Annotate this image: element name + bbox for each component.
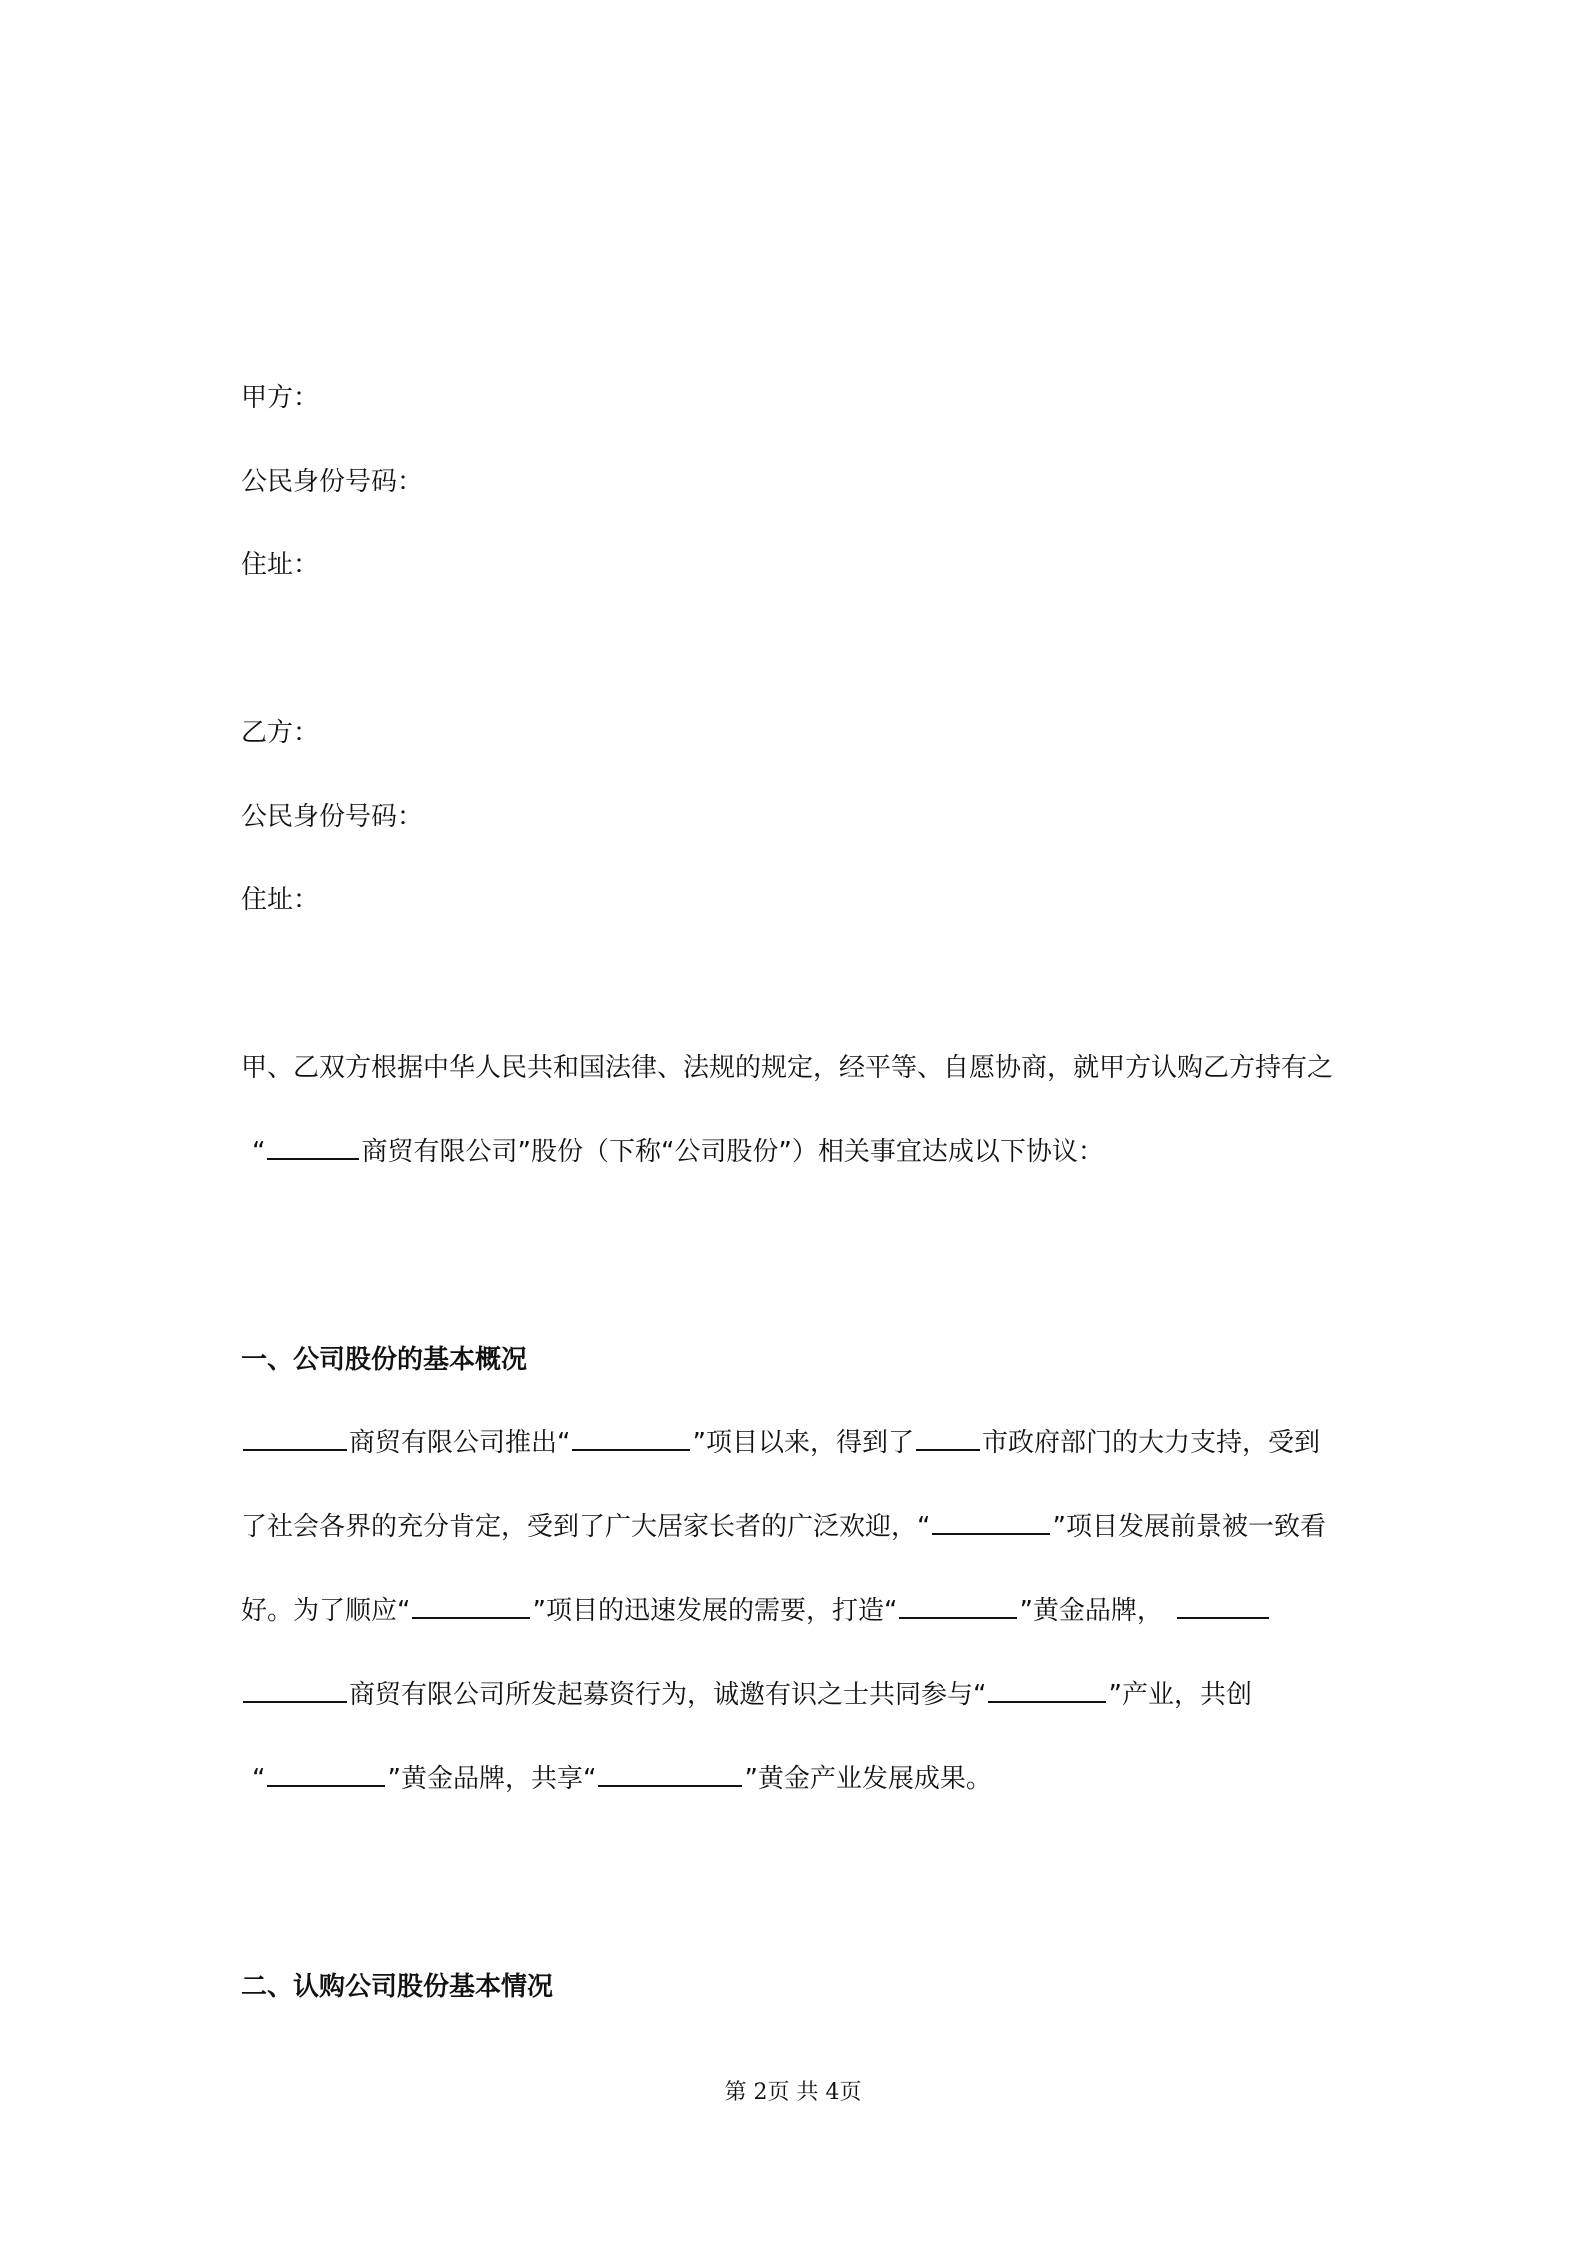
- text: ”产业，共创: [1108, 1680, 1252, 1710]
- party-b-label: 乙方：: [241, 718, 320, 748]
- preamble-line-1: 甲、乙双方根据中华人民共和国法律、法规的规定，经平等、自愿协商，就甲方认购乙方持有之: [241, 1053, 1334, 1083]
- party-a-address-label: 住址：: [241, 550, 320, 580]
- text: 商贸有限公司所发起募资行为，诚邀有识之士共同参与“: [349, 1680, 987, 1710]
- industry-blank[interactable]: [988, 1675, 1106, 1703]
- blank[interactable]: [243, 1423, 347, 1451]
- text: ”黄金品牌，共享“: [387, 1764, 597, 1794]
- section-1-line-5: [252, 1759, 992, 1799]
- text: 好。为了顺应“: [241, 1596, 411, 1626]
- section-1-line-2: [241, 1507, 1353, 1547]
- text: ”项目的迅速发展的需要，打造“: [532, 1596, 898, 1626]
- party-b-address-label: 住址：: [241, 885, 320, 915]
- section-1-line-1: [241, 1423, 1353, 1463]
- party-a-id-label: 公民身份号码：: [241, 467, 424, 497]
- text: 商贸有限公司推出“: [349, 1428, 571, 1458]
- blank[interactable]: [1177, 1591, 1269, 1619]
- brand-blank[interactable]: [899, 1591, 1017, 1619]
- company-name-blank[interactable]: [267, 1132, 359, 1160]
- text: ”黄金品牌，: [1019, 1596, 1163, 1626]
- text: ”项目以来，得到了: [692, 1428, 914, 1458]
- industry-blank[interactable]: [598, 1759, 742, 1787]
- brand-blank[interactable]: [267, 1759, 385, 1787]
- project-blank[interactable]: [412, 1591, 530, 1619]
- section-1-line-4: [241, 1675, 1353, 1715]
- section-1-line-3: [241, 1591, 1353, 1631]
- preamble-line-2: [252, 1132, 1104, 1172]
- city-blank[interactable]: [916, 1423, 980, 1451]
- project-blank[interactable]: [932, 1507, 1050, 1535]
- party-a-label: 甲方：: [241, 383, 320, 413]
- section-1-heading: 一、公司股份的基本概况: [241, 1345, 528, 1375]
- text: 了社会各界的充分肯定，受到了广大居家长者的广泛欢迎，“: [241, 1512, 931, 1542]
- preamble-open-quote: “: [252, 1137, 266, 1167]
- section-2-heading: 二、认购公司股份基本情况: [241, 1972, 554, 2002]
- blank[interactable]: [243, 1675, 347, 1703]
- project-blank[interactable]: [572, 1423, 690, 1451]
- preamble-line-2-text: 商贸有限公司”股份（下称“公司股份”）相关事宜达成以下协议：: [361, 1137, 1104, 1167]
- page-number-footer: 第 2页 共 4页: [724, 2080, 862, 2105]
- party-b-id-label: 公民身份号码：: [241, 802, 424, 832]
- text: “: [252, 1764, 266, 1794]
- text: ”项目发展前景被一致看: [1052, 1512, 1326, 1542]
- text: ”黄金产业发展成果。: [744, 1764, 992, 1794]
- text: 市政府部门的大力支持，受到: [981, 1428, 1320, 1458]
